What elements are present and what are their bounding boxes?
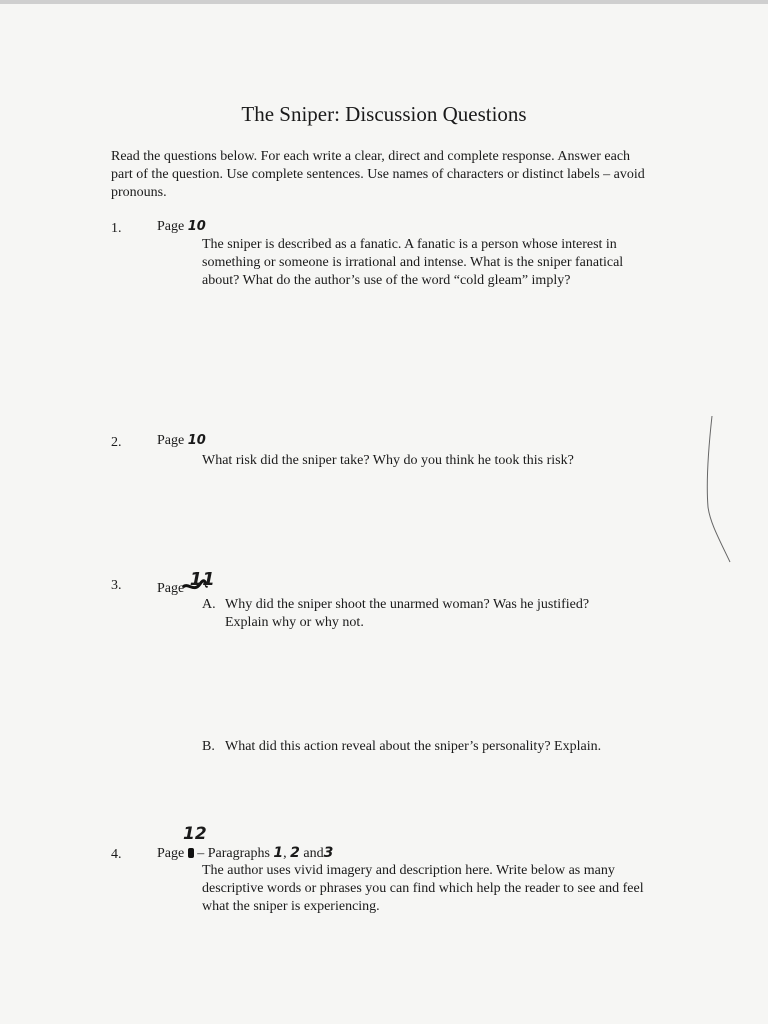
handwritten-page-number-above: 12: [183, 824, 207, 844]
question-3-page: [157, 569, 215, 597]
paragraphs-label: – Paragraphs: [193, 846, 274, 861]
question-4-number: 4.: [111, 847, 122, 862]
comma: ,: [283, 846, 291, 861]
instructions: Read the questions below. For each write a clear, direct and complete response. Answer each part of the question. Use complete sentences. Use names of characters or distinct labels – avoid pronouns.: [111, 149, 645, 200]
handwritten-paragraph-2: 2: [290, 845, 300, 861]
page-label: Page: [157, 846, 185, 861]
page-title: The Sniper: Discussion Questions: [241, 102, 527, 126]
part-label: A.: [202, 597, 216, 612]
question-4-text: The author uses vivid imagery and description here. Write below as many descriptive words or phrases you can find which help the reader to see and feel what the sniper is experiencing.: [202, 863, 644, 914]
question-3-number: 3.: [111, 578, 122, 593]
page-label: Page: [157, 433, 185, 448]
page-label: Page: [157, 581, 185, 596]
scan-top-edge: [0, 0, 768, 4]
question-2-text: What risk did the sniper take? Why do you think he took this risk?: [202, 453, 574, 468]
handwritten-paragraph-1: 1: [273, 845, 284, 861]
part-text: Why did the sniper shoot the unarmed woman? Was he justified? Explain why or why not.: [225, 597, 590, 630]
question-3a: [202, 596, 657, 632]
part-label: B.: [202, 739, 215, 754]
question-1-number: 1.: [111, 221, 122, 236]
question-3b: [202, 738, 657, 756]
question-2-page: [157, 433, 206, 449]
question-4-page: [157, 845, 333, 862]
question-1-page: [157, 219, 206, 235]
question-1-text: The sniper is described as a fanatic. A fanatic is a person whose interest in something or someone is irrational and intense. What is the sniper fanatical about? What do the author’s use of the word “cold gleam” imply?: [202, 237, 624, 288]
and-label: and: [299, 846, 324, 861]
handwritten-paragraph-3: 3: [323, 845, 334, 861]
part-text: What did this action reveal about the sniper’s personality? Explain.: [225, 739, 602, 754]
page-label: Page: [157, 219, 185, 234]
handwritten-page-number: 11: [189, 569, 215, 590]
handwritten-page-number: 10: [187, 219, 206, 234]
handwritten-page-number: 10: [187, 433, 206, 448]
question-2-number: 2.: [111, 435, 122, 450]
margin-pen-mark: [696, 412, 736, 572]
